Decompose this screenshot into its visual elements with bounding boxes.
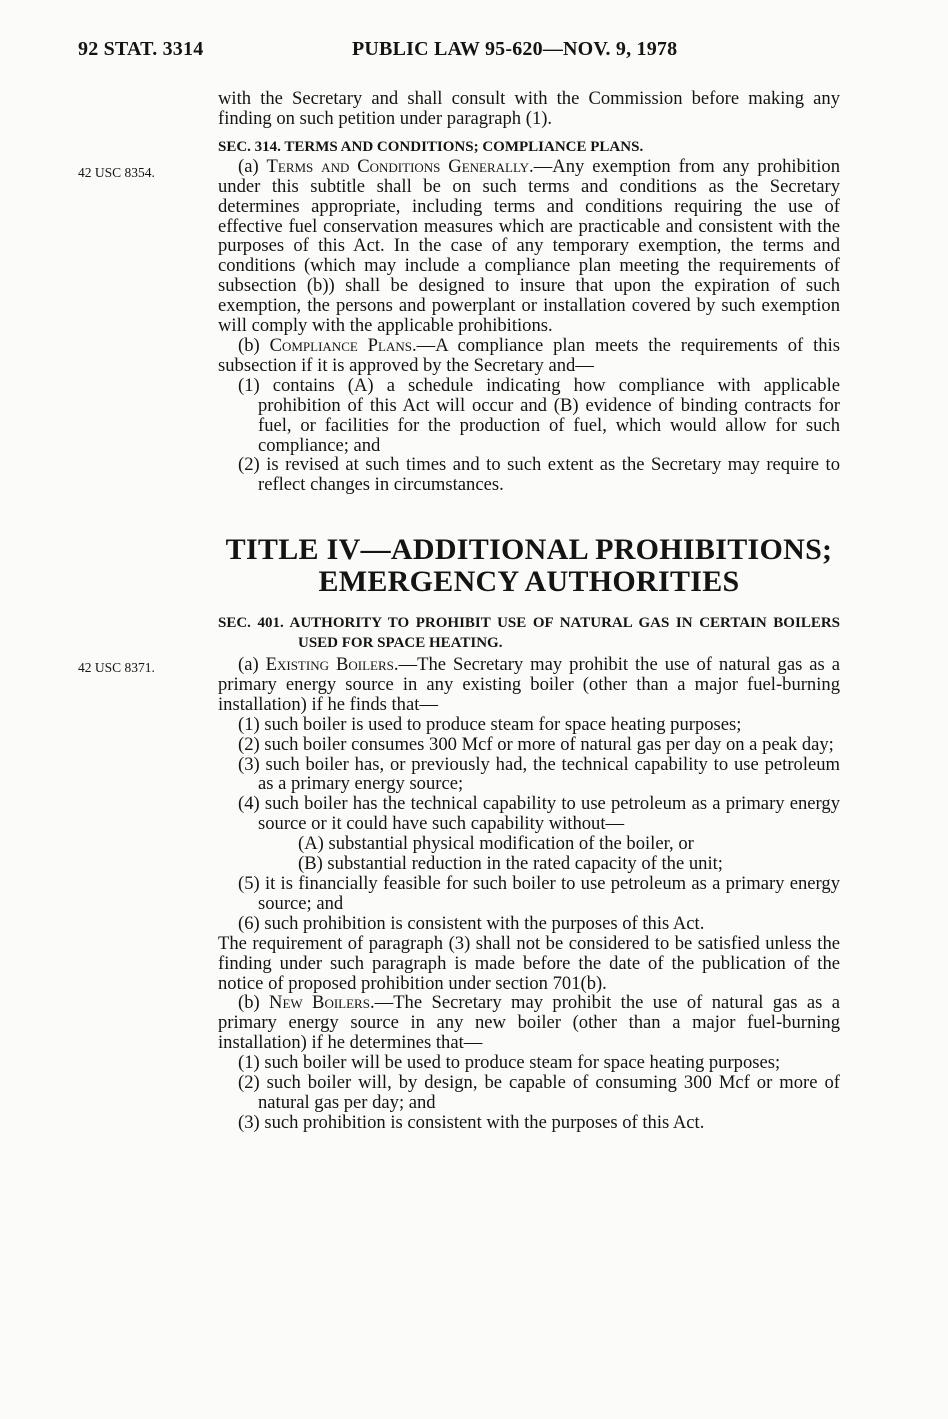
title-iv-heading bbox=[218, 534, 840, 598]
subsection-text: —A compliance plan meets the requirements of this subsection if it is approved by the Secretary and— bbox=[218, 334, 840, 376]
law-citation: PUBLIC LAW 95-620—NOV. 9, 1978 bbox=[352, 38, 678, 60]
paragraph-b1: (1) such boiler will be used to produce steam for space heating purposes; bbox=[238, 1052, 781, 1074]
subsection-caption: Existing Boilers. bbox=[265, 654, 399, 675]
continued-paragraph: with the Secretary and shall consult with the Commission before making any finding on such petition under paragraph (1). bbox=[218, 88, 840, 129]
paragraph-b2: (2) such boiler will, by design, be capable of consuming 300 Mcf or more of natural gas per day; and bbox=[238, 1072, 840, 1113]
section-314-heading: SEC. 314. TERMS AND CONDITIONS; COMPLIANCE PLANS. bbox=[218, 138, 644, 155]
paragraph-a6: (6) such prohibition is consistent with the purposes of this Act. bbox=[238, 912, 705, 934]
margin-note-usc-8354: 42 USC 8354. bbox=[78, 165, 155, 180]
subsection-b-new-boilers bbox=[218, 993, 840, 1053]
subsection-label: (a) bbox=[238, 654, 266, 675]
paragraph-a5: (5) it is financially feasible for such boiler to use petroleum as a primary energy source; and bbox=[238, 872, 840, 914]
subsection-a-tail: The requirement of paragraph (3) shall not be considered to be satisfied unless the finding under such paragraph is made before the date of the publication of the notice of proposed prohibition under section 701(b). bbox=[218, 932, 840, 994]
subsection-caption: New Boilers. bbox=[269, 992, 375, 1014]
title-line-2: EMERGENCY AUTHORITIES bbox=[318, 565, 740, 598]
paragraph-a3: (3) such boiler has, or previously had, the technical capability to use petroleum as a primary energy source; bbox=[238, 753, 840, 795]
paragraph-a4-A: (A) substantial physical modification of the boiler, or bbox=[298, 833, 694, 855]
subsection-label: (b) bbox=[238, 334, 270, 356]
subsection-caption: Terms and Conditions Generally. bbox=[266, 155, 534, 177]
margin-note-usc-8371: 42 USC 8371. bbox=[78, 660, 155, 675]
paragraph-a1: (1) such boiler is used to produce steam for space heating purposes; bbox=[238, 713, 742, 735]
paragraph-a4-B: (B) substantial reduction in the rated capacity of the unit; bbox=[298, 853, 723, 875]
subsection-text: —The Secretary may prohibit the use of natural gas as a primary energy source in any new boiler (other than a major fuel-burning installation) if he determines that— bbox=[218, 992, 840, 1054]
subsection-a-existing-boilers bbox=[218, 655, 840, 715]
subsection-text: —Any exemption from any prohibition under this subtitle shall be on such terms and conditions as the Secretary determines appropriate, including terms and conditions requiring the use of effective fuel conservation measures which are practicable and consistent with the purposes of this Act. In the case of any temporary exemption, the terms and conditions (which may include a compliance plan meeting the requirements of subsection (b)) shall be designed to insure that upon the expiration of such exemption, the persons and powerplant or installation covered by such exemption will comply with the applicable prohibitions. bbox=[218, 155, 840, 337]
subsection-caption: Compliance Plans. bbox=[269, 334, 417, 356]
subsection-a-terms bbox=[218, 157, 840, 336]
paragraph-b3: (3) such prohibition is consistent with the purposes of this Act. bbox=[238, 1111, 705, 1133]
section-314-block bbox=[218, 89, 840, 495]
section-401-heading: SEC. 401. AUTHORITY TO PROHIBIT USE OF NATURAL GAS IN CERTAIN BOILERS USED FOR SPACE HEATING. bbox=[218, 615, 840, 651]
paragraph-b2: (2) is revised at such times and to such extent as the Secretary may require to reflect changes in circumstances. bbox=[238, 454, 840, 496]
subsection-text: —The Secretary may prohibit the use of natural gas as a primary energy source in any existing boiler (other than a major fuel-burning installation) if he finds that— bbox=[218, 654, 840, 715]
title-line-1: TITLE IV—ADDITIONAL PROHIBITIONS; bbox=[225, 533, 833, 566]
subsection-b-compliance bbox=[218, 336, 840, 376]
section-401-block bbox=[218, 613, 840, 1133]
running-head bbox=[78, 38, 878, 68]
paragraph-a2: (2) such boiler consumes 300 Mcf or more of natural gas per day on a peak day; bbox=[238, 733, 834, 755]
paragraph-b1: (1) contains (A) a schedule indicating how compliance with applicable prohibition of this Act will occur and (B) evidence of binding contracts for fuel, or facilities for the production of fuel, which would allow for such compliance; and bbox=[238, 374, 840, 456]
paragraph-a4: (4) such boiler has the technical capability to use petroleum as a primary energy source or it could have such capability without— bbox=[238, 793, 840, 835]
subsection-label: (b) bbox=[238, 992, 270, 1014]
statute-page-number: 92 STAT. 3314 bbox=[78, 38, 204, 60]
subsection-label: (a) bbox=[238, 155, 267, 177]
